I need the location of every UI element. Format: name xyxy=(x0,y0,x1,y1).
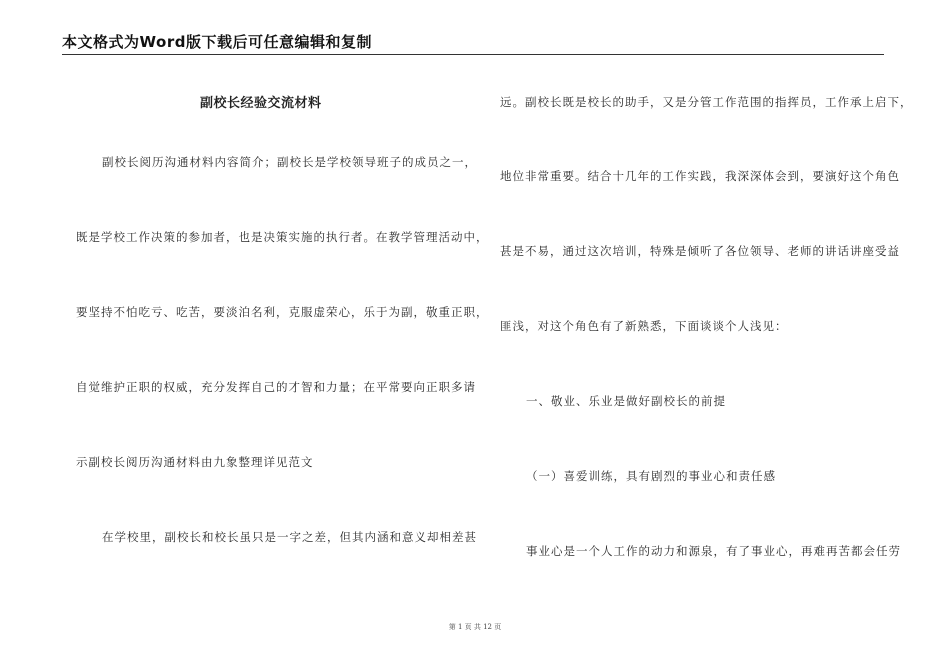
header-title: 本文格式为Word版下载后可任意编辑和复制 xyxy=(62,33,372,51)
paragraph-line: 事业心是一个人工作的动力和源泉，有了事业心，再难再苦都会任劳 xyxy=(526,544,901,558)
paragraph-line: 要坚持不怕吃亏、吃苦，要淡泊名利，克服虚荣心，乐于为副，敬重正职， xyxy=(76,305,489,319)
paragraph-line: 自觉维护正职的权威，充分发挥自己的才智和力量；在平常要向正职多请 xyxy=(76,380,476,394)
document-title: 副校长经验交流材料 xyxy=(200,96,322,111)
subsection-heading: （一）喜爱训练，具有剧烈的事业心和责任感 xyxy=(526,469,776,483)
paragraph-line: 既是学校工作决策的参加者，也是决策实施的执行者。在教学管理活动中， xyxy=(76,230,489,244)
paragraph-line: 副校长阅历沟通材料内容简介；副校长是学校领导班子的成员之一， xyxy=(102,155,477,169)
paragraph-line: 匪浅，对这个角色有了新熟悉，下面谈谈个人浅见： xyxy=(500,319,788,333)
paragraph-line: 地位非常重要。结合十几年的工作实践，我深深体会到，要演好这个角色 xyxy=(500,169,900,183)
page-header xyxy=(62,28,884,55)
paragraph-line: 示副校长阅历沟通材料由九象整理详见范文 xyxy=(76,455,314,469)
section-heading: 一、敬业、乐业是做好副校长的前提 xyxy=(526,394,726,408)
page-footer: 第 1 页 共 12 页 xyxy=(448,623,502,631)
paragraph-line: 甚是不易，通过这次培训，特殊是倾听了各位领导、老师的讲话讲座受益 xyxy=(500,244,900,258)
paragraph-line: 远。副校长既是校长的助手，又是分管工作范围的指挥员，工作承上启下， xyxy=(500,95,913,109)
paragraph-line: 在学校里，副校长和校长虽只是一字之差，但其内涵和意义却相差甚 xyxy=(102,530,477,544)
